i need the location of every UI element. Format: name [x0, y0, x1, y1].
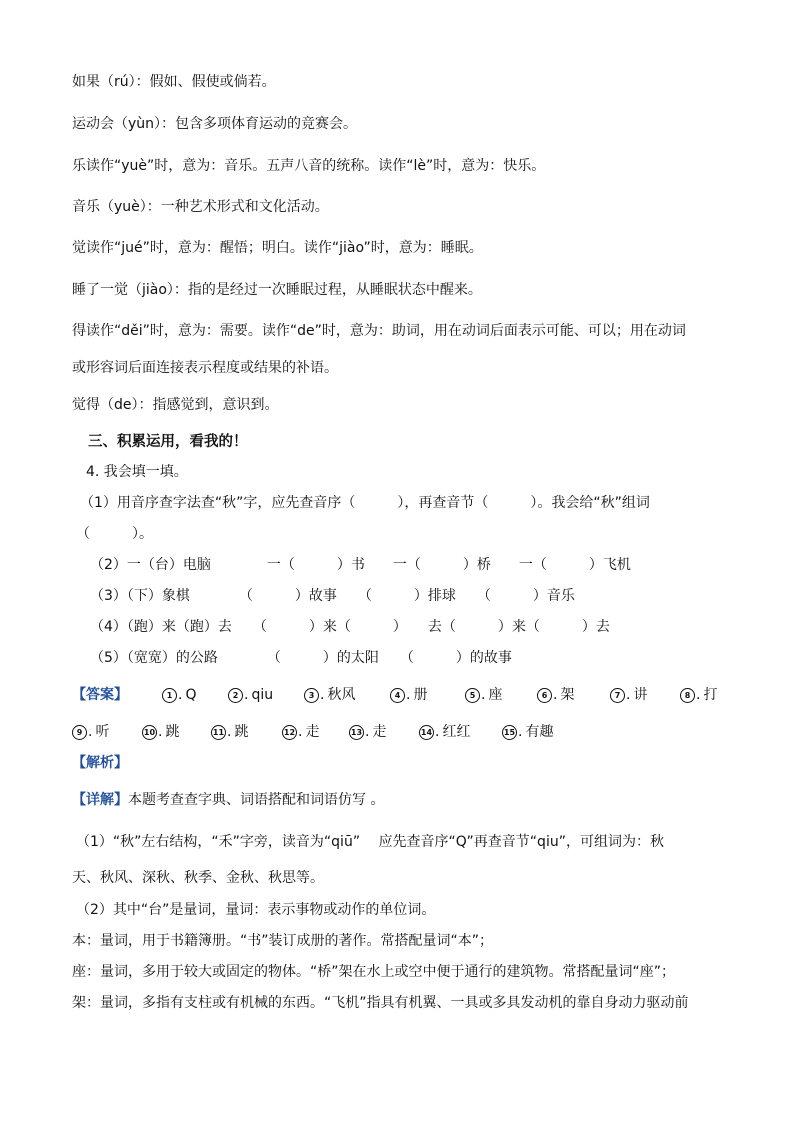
answer-text: qiu: [251, 687, 274, 703]
answer-item: [502, 722, 553, 742]
answer-item: [72, 722, 109, 742]
answer-text: 走: [305, 724, 320, 740]
definition-line: 如果（rú）：假如、假使或倘若。: [72, 74, 276, 90]
answer-dot: .: [365, 724, 370, 740]
analysis-label: 【解析】: [72, 755, 128, 771]
answer-number: 12: [282, 725, 297, 740]
explanation-line: （1）“秋”左右结构，“禾”字旁，读音为“qiū” 应先查音序“Q”再查音节“qiu”，可组词为：秋: [76, 834, 664, 850]
answer-number: 2: [228, 688, 243, 703]
answer-number: 8: [680, 688, 695, 703]
answer-item: [228, 685, 273, 705]
answer-number: 5: [465, 688, 480, 703]
answer-text: 打: [703, 687, 718, 703]
answer-item: [465, 685, 502, 705]
definition-line: 乐读作“yuè”时，意为：音乐。五声八音的统称。读作“lè”时，意为：快乐。: [72, 158, 546, 174]
section-title: 三、积累运用，看我的！: [88, 434, 248, 450]
answer-text: 听: [95, 724, 110, 740]
question-title: 4. 我会填一填。: [86, 464, 188, 480]
answer-text: 跳: [165, 724, 180, 740]
answer-text: 讲: [633, 687, 648, 703]
explanation-line: （2）其中“台”是量词，量词：表示事物或动作的单位词。: [76, 902, 436, 918]
answer-number: 4: [390, 688, 405, 703]
detail-label: 【详解】: [72, 792, 128, 808]
answer-item: [419, 722, 470, 742]
answer-dot: .: [696, 687, 701, 703]
answer-label: 【答案】: [72, 687, 128, 703]
answer-dot: .: [320, 687, 325, 703]
explanation-line: 座：量词，多用于较大或固定的物体。“桥”架在水上或空中便于通行的建筑物。常搭配量词“座”；: [72, 964, 676, 980]
definition-line: 觉读作“jué”时，意为：醒悟；明白。读作“jiào”时，意为：睡眠。: [72, 240, 483, 256]
answer-item: [162, 685, 196, 705]
answer-item: [349, 722, 386, 742]
question-item: （2）一（台）电脑 一（ ）书 一（ ）桥 一（ ）飞机: [90, 557, 631, 573]
answer-dot: .: [626, 687, 631, 703]
answer-dot: .: [227, 724, 232, 740]
answer-dot: .: [553, 687, 558, 703]
answer-item: [142, 722, 179, 742]
answer-text: 红红: [442, 724, 471, 740]
question-item: （3）（下）象棋 （ ）故事 （ ）排球 （ ）音乐: [90, 588, 575, 604]
explanation-line: 架：量词，多指有支柱或有机械的东西。“飞机”指具有机翼、一具或多具发动机的靠自身动力驱动前: [72, 995, 689, 1011]
answer-number: 6: [537, 688, 552, 703]
answer-text: 秋风: [327, 687, 356, 703]
answer-number: 15: [502, 725, 517, 740]
answer-number: 14: [419, 725, 434, 740]
question-item: （4）（跑）来（跑）去 （ ）来（ ） 去（ ）来（ ）去: [90, 619, 610, 635]
definition-line: 睡了一觉（jiào）：指的是经过一次睡眠过程，从睡眠状态中醒来。: [72, 282, 482, 298]
answer-item: [537, 685, 574, 705]
answer-dot: .: [244, 687, 249, 703]
answer-dot: .: [406, 687, 411, 703]
answer-dot: .: [435, 724, 440, 740]
answer-dot: .: [481, 687, 486, 703]
explanation-line: 天、秋风、深秋、秋季、金秋、秋思等。: [72, 870, 324, 886]
answer-item: [211, 722, 248, 742]
answer-text: 架: [560, 687, 575, 703]
answer-text: 座: [488, 687, 503, 703]
answer-item: [680, 685, 717, 705]
explanation-line: 本：量词，用于书籍簿册。“书”装订成册的著作。常搭配量词“本”；: [72, 933, 494, 949]
answer-number: 13: [349, 725, 364, 740]
answer-number: 9: [72, 725, 87, 740]
answer-text: 走: [372, 724, 387, 740]
answer-item: [610, 685, 647, 705]
question-item: （5）（宽宽）的公路 （ ）的太阳 （ ）的故事: [90, 650, 512, 666]
answer-text: 跳: [234, 724, 249, 740]
question-item: （ ）。: [76, 526, 153, 542]
answer-number: 3: [304, 688, 319, 703]
detail-text: 本题考查查字典、词语搭配和词语仿写 。: [128, 792, 385, 808]
answer-dot: .: [158, 724, 163, 740]
definition-line: 觉得（de）：指感觉到，意识到。: [72, 397, 279, 413]
question-item: （1）用音序查字法查“秋”字，应先查音序（ ），再查音节（ ）。我会给“秋”组词: [80, 495, 650, 511]
answer-text: 有趣: [525, 724, 554, 740]
answer-item: [390, 685, 427, 705]
answer-text: 册: [413, 687, 428, 703]
answer-number: 10: [142, 725, 157, 740]
answer-item: [304, 685, 355, 705]
answer-dot: .: [178, 687, 183, 703]
definition-line: 或形容词后面连接表示程度或结果的补语。: [72, 360, 338, 376]
answer-number: 1: [162, 688, 177, 703]
answer-dot: .: [298, 724, 303, 740]
definition-line: 音乐（yuè）：一种艺术形式和文化活动。: [72, 199, 329, 215]
answer-item: [282, 722, 319, 742]
answer-number: 11: [211, 725, 226, 740]
answer-number: 7: [610, 688, 625, 703]
definition-line: 得读作“děi”时，意为：需要。读作“de”时，意为：助词，用在动词后面表示可能、可以；用在动词: [72, 323, 686, 339]
answer-text: Q: [185, 687, 197, 703]
answer-dot: .: [518, 724, 523, 740]
answer-dot: .: [88, 724, 93, 740]
definition-line: 运动会（yùn）：包含多项体育运动的竞赛会。: [72, 116, 358, 132]
detail-line: [72, 790, 384, 810]
